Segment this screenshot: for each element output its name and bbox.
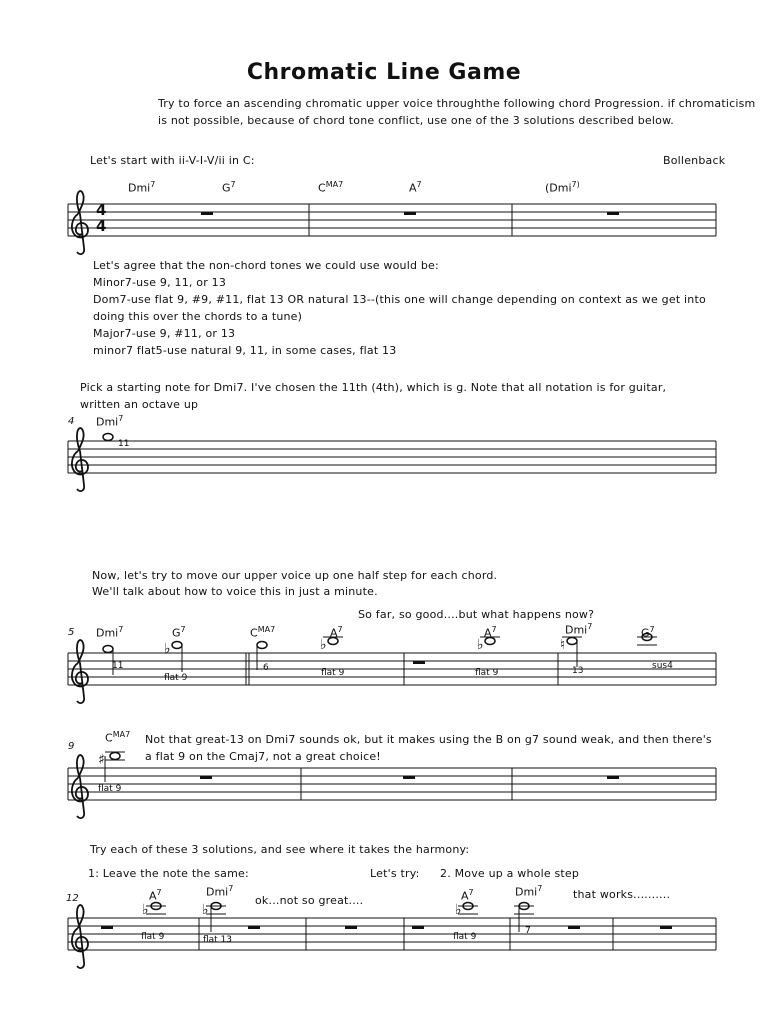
half-rest [404,212,416,215]
half-rest [607,212,619,215]
chord-symbol: $C^{MA7}$ [250,625,276,640]
chord-symbol: Dmi$^7$ [206,884,234,899]
tone-annotation: flat 9 [475,668,499,678]
nct-line: Minor7-use 9, 11, or 13 [93,276,227,289]
tone-annotation: sus4 [652,661,673,671]
nct-line: Dom7-use flat 9, #9, #11, flat 13 OR natural 13--(this one will change depending on context as we get into [93,293,706,306]
svg-text:♮: ♮ [560,637,566,653]
not-great-line-1: Not that great-13 on Dmi7 sounds ok, but it makes using the B on g7 sound weak, and then there's [145,733,712,746]
staff-1 [68,191,716,254]
start-line: Let's start with ii-V-I-V/ii in C: [90,154,255,167]
tone-annotation: flat 9 [98,784,122,794]
so-far-text: So far, so good....but what happens now? [358,608,595,621]
intro-line-1: Try to force an ascending chromatic upper voice throughthe following chord Progression. if chromaticism [158,97,756,110]
page-title: Chromatic Line Game [246,60,522,85]
staff-3 [68,634,716,704]
chord-symbol: $A^7$ [409,180,422,195]
that-works: that works.......... [573,888,671,901]
chord-symbol: $C^{MA7}$ [318,180,344,195]
tone-annotation: 7 [525,926,531,936]
svg-text:♭: ♭ [455,902,462,918]
try-each-text: Try each of these 3 solutions, and see where it takes the harmony: [90,843,470,856]
tone-annotation: 13 [572,666,584,676]
svg-text:♭: ♭ [320,637,327,653]
tone-annotation: flat 13 [203,935,233,945]
chord-symbol: $G^7$ [641,625,655,640]
tone-annotation: flat 9 [453,932,477,942]
chord-symbol: Dmi$^7$ [96,625,124,640]
time-signature-top: 4 [96,201,107,219]
nct-line: Major7-use 9, #11, or 13 [93,327,236,340]
chord-symbol: $A^7$ [484,625,497,640]
pick-line-1: Pick a starting note for Dmi7. I've chosen the 11th (4th), which is g. Note that all notation is for guitar, [80,381,667,394]
measure-number: 4 [68,416,75,427]
now-line-2: We'll talk about how to voice this in just a minute. [92,585,378,598]
chord-symbol: $G^7$ [172,625,186,640]
tone-annotation: 11 [118,439,130,449]
svg-text:♯: ♯ [98,752,105,768]
chord-symbol: Dmi$^7$ [96,414,124,429]
chord-symbol: $G^7$ [222,180,236,195]
solution-2: 2. Move up a whole step [440,867,580,880]
solution-1: 1: Leave the note the same: [88,867,249,880]
tone-annotation: flat 9 [141,932,165,942]
measure-number: 9 [68,741,75,752]
now-line-1: Now, let's try to move our upper voice up one half step for each chord. [92,569,498,582]
chord-symbol: $A^7$ [149,888,162,903]
chord-symbol: Dmi$^7$ [565,622,593,637]
chord-symbol: (Dmi$^{7)}$ [545,180,580,195]
nct-line: minor7 flat5-use natural 9, 11, in some cases, flat 13 [93,344,397,357]
staff-5 [68,902,716,968]
tone-annotation: flat 9 [164,673,188,683]
time-signature-bottom: 4 [96,217,107,235]
svg-text:♭: ♭ [202,902,209,918]
not-great-line-2: a flat 9 on the Cmaj7, not a great choice! [145,750,381,763]
svg-text:♭: ♭ [164,641,171,657]
tone-annotation: 11 [112,661,124,671]
tone-annotation: 6 [263,663,269,673]
measure-number: 5 [68,627,75,638]
svg-text:♭: ♭ [142,902,149,918]
staff-2 [68,428,716,491]
lets-try-text: Let's try: [370,867,420,880]
tone-annotation: flat 9 [321,668,345,678]
pick-line-2: written an octave up [80,398,199,411]
whole-note [103,434,113,441]
chord-symbol: $A^7$ [330,625,343,640]
author: Bollenback [663,154,726,167]
ok-not-so-great: ok...not so great.... [255,894,364,907]
chord-symbol: $C^{MA7}$ [105,730,131,745]
nct-lead: Let's agree that the non-chord tones we could use would be: [93,259,439,272]
chord-symbol: $A^7$ [461,888,474,903]
chord-symbol: Dmi$^7$ [515,884,543,899]
svg-text:♭: ♭ [477,637,484,653]
measure-number: 12 [66,893,79,904]
nct-line: doing this over the chords to a tune) [93,310,303,323]
half-rest [201,212,213,215]
intro-line-2: is not possible, because of chord tone conflict, use one of the 3 solutions described below. [158,114,674,127]
chord-symbol: Dmi$^7$ [128,180,156,195]
